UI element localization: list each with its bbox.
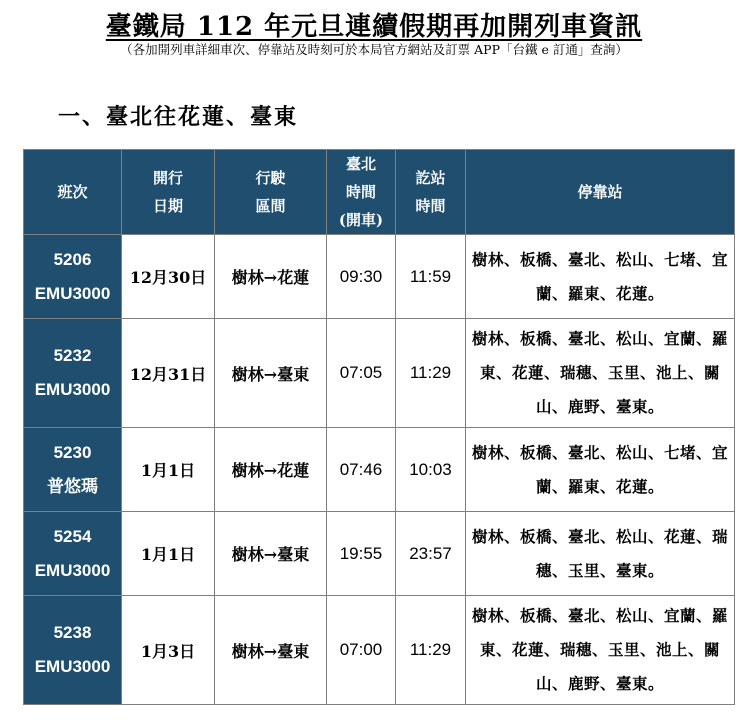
train-type: EMU3000 <box>34 560 111 580</box>
arrival-cell: 23:57 <box>396 512 466 596</box>
train-type: EMU3000 <box>34 283 111 303</box>
header-train: 班次 <box>24 150 122 235</box>
stops-cell: 樹林、板橋、臺北、松山、七堵、宜蘭、羅東、花蓮。 <box>466 428 735 512</box>
table-row <box>24 512 735 596</box>
train-cell <box>24 512 122 596</box>
table-row <box>24 235 735 319</box>
route-cell: 樹林→臺東 <box>215 319 327 428</box>
stops-cell: 樹林、板橋、臺北、松山、宜蘭、羅東、花蓮、瑞穗、玉里、池上、關山、鹿野、臺東。 <box>466 319 735 428</box>
arrival-cell: 10:03 <box>396 428 466 512</box>
date-cell: 1月1日 <box>122 428 215 512</box>
train-schedule-table <box>23 149 735 705</box>
train-number: 5232 <box>53 346 92 365</box>
arrival-cell: 11:59 <box>396 235 466 319</box>
date-cell: 12月30日 <box>122 235 215 319</box>
train-number: 5206 <box>53 249 92 269</box>
route-cell: 樹林→花蓮 <box>215 428 327 512</box>
arrival-cell: 11:29 <box>396 319 466 428</box>
document-subtitle: （各加開列車詳細車次、停靠站及時刻可於本局官方網站及訂票 APP「台鐵 e 訂通」查詢） <box>120 42 628 57</box>
train-type: EMU3000 <box>34 380 111 399</box>
header-stops: 停靠站 <box>466 150 735 235</box>
date-cell: 12月31日 <box>122 319 215 428</box>
stops-cell: 樹林、板橋、臺北、松山、七堵、宜蘭、羅東、花蓮。 <box>466 235 735 319</box>
route-cell: 樹林→臺東 <box>215 512 327 596</box>
train-type: EMU3000 <box>34 657 111 676</box>
route-cell: 樹林→臺東 <box>215 596 327 705</box>
train-cell <box>24 428 122 512</box>
departure-cell: 07:05 <box>327 319 396 428</box>
stops-cell: 樹林、板橋、臺北、松山、宜蘭、羅東、花蓮、瑞穗、玉里、池上、關山、鹿野、臺東。 <box>466 596 735 705</box>
header-taipei-time: 臺北 時間 (開車) <box>327 150 396 235</box>
departure-cell: 07:00 <box>327 596 396 705</box>
train-number: 5254 <box>53 526 92 546</box>
section-title: 一、臺北往花蓮、臺東 <box>58 104 299 130</box>
departure-cell: 19:55 <box>327 512 396 596</box>
header-route: 行駛 區間 <box>215 150 327 235</box>
header-arrival-time: 訖站 時間 <box>396 150 466 235</box>
table-header-row <box>24 150 735 235</box>
train-number: 5238 <box>53 623 92 642</box>
train-cell <box>24 235 122 319</box>
header-date: 開行 日期 <box>122 150 215 235</box>
date-cell: 1月1日 <box>122 512 215 596</box>
document-title: 臺鐵局 112 年元旦連續假期再加開列車資訊 <box>105 12 643 42</box>
table-row <box>24 428 735 512</box>
stops-cell: 樹林、板橋、臺北、松山、花蓮、瑞穗、玉里、臺東。 <box>466 512 735 596</box>
train-type: 普悠瑪 <box>47 476 98 496</box>
arrival-cell: 11:29 <box>396 596 466 705</box>
train-number: 5230 <box>53 442 92 462</box>
route-cell: 樹林→花蓮 <box>215 235 327 319</box>
departure-cell: 07:46 <box>327 428 396 512</box>
table-row <box>24 596 735 705</box>
train-cell <box>24 319 122 428</box>
train-cell <box>24 596 122 705</box>
table-row <box>24 319 735 428</box>
date-cell: 1月3日 <box>122 596 215 705</box>
departure-cell: 09:30 <box>327 235 396 319</box>
